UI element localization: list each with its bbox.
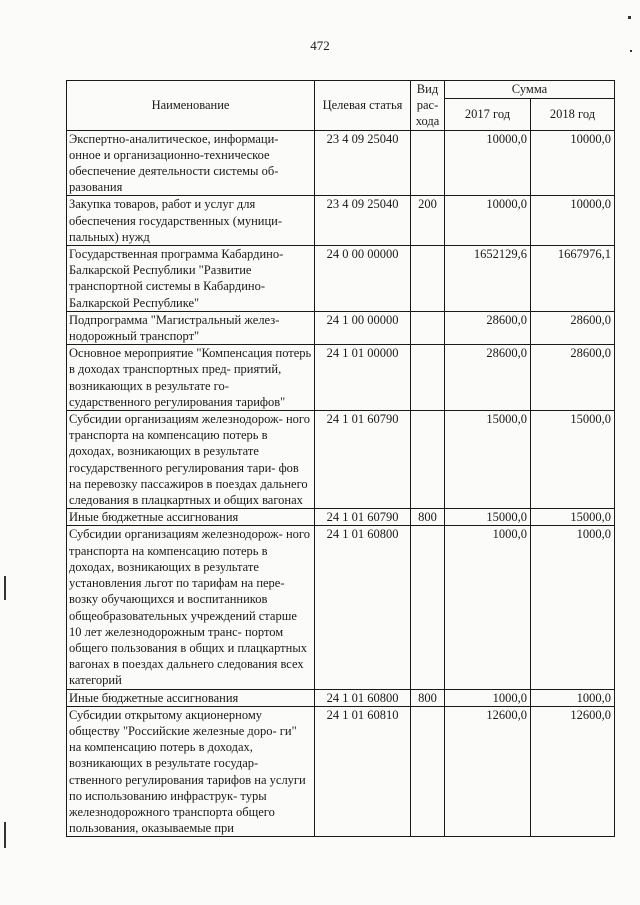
row-expense-type [411,130,445,196]
table-row [67,689,615,706]
row-name: Субсидии организациям железнодорож- ного транспорта на компенсацию потерь в доходах, возникающих в результате государственного регулирования тари- фов на перевозку пассажиров в поездах дальнего следования в плацкартных и общих вагонах [67,411,315,509]
row-expense-type: 800 [411,509,445,526]
row-sum-2017: 1000,0 [445,689,531,706]
row-sum-2018: 10000,0 [531,130,615,196]
table-body [67,130,615,837]
row-sum-2017: 28600,0 [445,311,531,344]
row-target-item: 24 1 01 60810 [315,706,411,837]
row-sum-2018: 15000,0 [531,411,615,509]
header-expense-type: Вид рас- хода [411,81,445,131]
row-target-item: 24 1 01 60790 [315,509,411,526]
table-row [67,411,615,509]
table-row [67,526,615,689]
row-sum-2017: 28600,0 [445,345,531,411]
row-sum-2017: 10000,0 [445,196,531,246]
row-expense-type [411,311,445,344]
row-sum-2018: 1667976,1 [531,246,615,312]
row-name: Иные бюджетные ассигнования [67,509,315,526]
row-sum-2017: 1000,0 [445,526,531,689]
row-expense-type [411,706,445,837]
row-name: Закупка товаров, работ и услуг для обеспечения государственных (муници- пальных) нужд [67,196,315,246]
header-name: Наименование [67,81,315,131]
row-name: Государственная программа Кабардино- Балкарской Республики "Развитие транспортной системы в Кабардино- Балкарской Республике" [67,246,315,312]
row-sum-2018: 15000,0 [531,509,615,526]
header-2017: 2017 год [445,98,531,130]
margin-mark [4,576,6,600]
row-sum-2017: 15000,0 [445,411,531,509]
table-row [67,509,615,526]
table-row [67,311,615,344]
header-target-item: Целевая статья [315,81,411,131]
row-target-item: 24 1 01 60800 [315,689,411,706]
row-name: Экспертно-аналитическое, информаци- онное и организационно-техническое обеспечение деятельности системы об- разования [67,130,315,196]
margin-mark [628,16,631,19]
row-target-item: 24 1 01 00000 [315,345,411,411]
row-sum-2017: 10000,0 [445,130,531,196]
row-expense-type [411,345,445,411]
header-sum: Сумма [445,81,615,99]
row-name: Подпрограмма "Магистральный желез- нодорожный транспорт" [67,311,315,344]
row-sum-2018: 28600,0 [531,311,615,344]
row-expense-type [411,246,445,312]
row-sum-2018: 1000,0 [531,526,615,689]
table-row [67,345,615,411]
header-row [67,81,615,99]
row-expense-type [411,411,445,509]
table-row [67,196,615,246]
budget-table [66,80,615,837]
table-row [67,706,615,837]
row-target-item: 24 0 00 00000 [315,246,411,312]
row-sum-2018: 12600,0 [531,706,615,837]
row-sum-2018: 28600,0 [531,345,615,411]
header-2018: 2018 год [531,98,615,130]
row-target-item: 23 4 09 25040 [315,130,411,196]
margin-mark [630,50,632,52]
table-row [67,130,615,196]
row-expense-type: 200 [411,196,445,246]
row-sum-2017: 15000,0 [445,509,531,526]
page-number: 472 [310,38,330,53]
table-row [67,246,615,312]
row-sum-2017: 1652129,6 [445,246,531,312]
row-target-item: 24 1 01 60800 [315,526,411,689]
row-target-item: 24 1 00 00000 [315,311,411,344]
margin-mark [4,822,6,848]
row-target-item: 24 1 01 60790 [315,411,411,509]
row-name: Субсидии открытому акционерному обществу "Российские железные доро- ги" на компенсацию потерь в доходах, возникающих в результате государ- ственного регулирования тарифов на услуги по использованию инфраструк- туры железнодорожного транспорта общего пользования, оказываемые при [67,706,315,837]
row-expense-type [411,526,445,689]
row-sum-2018: 1000,0 [531,689,615,706]
row-target-item: 23 4 09 25040 [315,196,411,246]
row-name: Основное мероприятие "Компенсация потерь в доходах транспортных пред- приятий, возникающих в результате го- сударственного регулирования тарифов" [67,345,315,411]
row-name: Иные бюджетные ассигнования [67,689,315,706]
row-expense-type: 800 [411,689,445,706]
row-name: Субсидии организациям железнодорож- ного транспорта на компенсацию потерь в доходах, возникающих в результате установления льгот по тарифам на пере- возку обучающихся и воспитанников общеобразовательных учреждений старше 10 лет железнодорожным транс- портом общего пользования в общих и плацкартных вагонах в поездах дальнего следования всех категорий [67,526,315,689]
row-sum-2018: 10000,0 [531,196,615,246]
row-sum-2017: 12600,0 [445,706,531,837]
